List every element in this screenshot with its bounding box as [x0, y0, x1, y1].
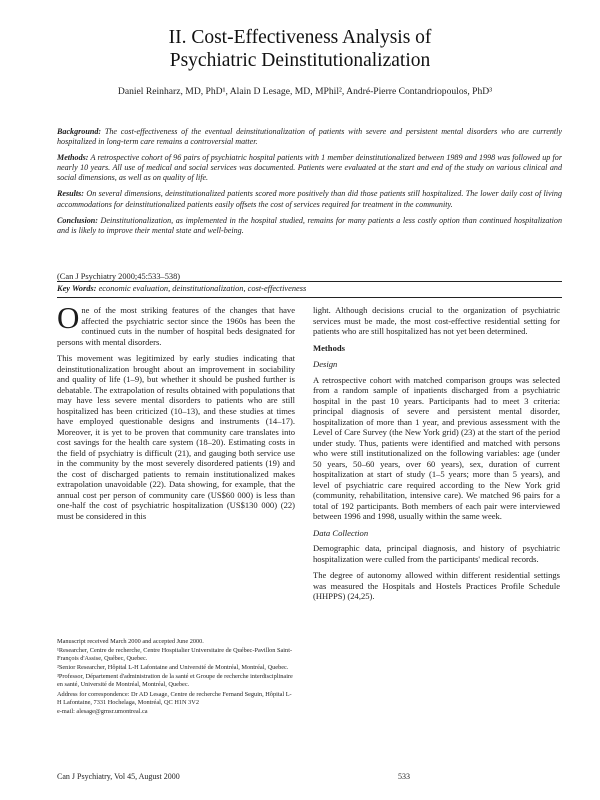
background-text: The cost-effectiveness of the eventual deinstitutionalization of patients with severe and persistent mental disorders who are currently hospitalized in long-term care remains a controversial matter. — [57, 127, 562, 147]
intro-paragraph — [57, 300, 295, 347]
right-column — [313, 305, 560, 608]
title-line-1: II. Cost-Effectiveness Analysis of — [168, 27, 432, 48]
author-line: Daniel Reinharz, MD, PhD¹, Alain D Lesage, MD, MPhil², André-Pierre Contandriopoulos, PhD³ — [117, 86, 493, 97]
citation: (Can J Psychiatry 2000;45:533–538) — [57, 272, 181, 281]
background-label: Background: — [57, 127, 102, 136]
title-line-2: Psychiatric Deinstitutionalization — [169, 50, 431, 71]
abstract-methods — [57, 153, 562, 183]
footnote: Address for correspondence: Dr AD Lesage, Centre de recherche Fernand Seguin, Hôpital L-H Lafontaine, 7331 Hochelaga, Montréal, QC H1N 3V2 — [57, 690, 292, 706]
divider-top — [57, 281, 562, 282]
continued-paragraph: light. Although decisions crucial to the organization of psychiatric services must be made, the most cost-effective residential setting for patients who are still hospitalized has not yet been determined. — [313, 305, 560, 336]
footnote: ³Professor, Département d'administration de la santé et Groupe de recherche interdisciplinaire en santé, Université de Montréal, Montréal, Quebec. — [57, 673, 293, 689]
keywords — [57, 284, 562, 293]
autonomy-paragraph: The degree of autonomy allowed within different residential settings was measured the Hospitals and Hostels Practices Profile Schedule (HHPPS) (24,25). — [313, 570, 560, 601]
body-paragraph-2: This movement was legitimized by early studies indicating that deinstitutionalization brought about an improvement in sociability and quality of life (1–9), but whether it should be pushed further is debatable. The extrapolation of results obtained with populations that may have less severe mental disorders to patients who are still hospitalized has been criticized (10–13), and these studies at times have employed questionable designs and instruments (14–17). Moreover, it is yet to be proven that community care translates into cost savings for the health care system (18–20). Estimating costs in the field of psychiatry is difficult (21), and gauging both service use in the community by the most severely disordered patients (19) and the cost of discharged patients to remain institutionalized makes extrapolation unavoidable (22). Data showing, for example, that the annual cost per person of community care (US$60 000) is less than one-half the cost of psychiatric hospitalization (US$130 000) (22) must be considered in this — [57, 353, 295, 521]
design-paragraph: A retrospective cohort with matched comparison groups was selected from a random sample of inpatients discharged from a psychiatric hospital in the past 10 years. Participants had to meet 3 criteria: principal diagnosis of severe and persistent mental disorder, hospitalization of more than 1 year, and previous assessment with the Level of Care Survey (the New York grid) (23) at the start of the period under study. Thus, patients were identified and matched with persons who were still institutionalized on the following variables: age (under 50 years, 50–60 years, over 60 years), sex, duration of current hospitalization at start of study (1–5 years; more than 5 years), and level of psychiatric care required according to the New York grid (community, rehabilitation, intensive care). We matched 96 pairs for a total of 192 participants. Both members of each pair were interviewed between 1996 and 1998, usually within the same week. — [313, 374, 560, 521]
methods-heading: Methods — [313, 342, 345, 353]
page-number: 533 — [398, 772, 410, 781]
results-text: On several dimensions, deinstitutionalized patients scored more positively than did those patients still hospitalized. The lower daily cost of living accommodations for deinstitutionalized patients easily offsets the cost of services required for treatment in the community. — [57, 189, 562, 209]
abstract-results — [57, 189, 562, 209]
results-label: Results: — [57, 189, 84, 199]
footnote: ¹Researcher, Centre de recherche, Centre Hospitalier Universitaire de Québec-Pavillon Saint-François d'Assise, Québec, Quebec. — [57, 647, 293, 663]
data-collection-paragraph: Demographic data, principal diagnosis, and history of psychiatric hospitalization were culled from the participants' medical records. — [313, 543, 560, 564]
drop-cap: O — [57, 300, 80, 335]
intro-text: ne of the most striking features of the changes that have affected the psychiatric sector since the 1960s has been the continued cuts in the number of hospital beds designated for persons with mental disorders. — [57, 305, 295, 347]
abstract — [57, 127, 562, 242]
keywords-text: economic evaluation, deinstitutionalization, cost-effectiveness — [98, 284, 307, 293]
footnote: ²Senior Researcher, Hôpital L-H Lafontaine and Université de Montréal, Montréal, Quebec. — [57, 664, 289, 672]
keywords-label: Key Words: — [57, 284, 97, 293]
design-heading: Design — [313, 359, 338, 369]
footnote: e-mail: alesage@grnsr.umontreal.ca — [57, 707, 148, 715]
abstract-background — [57, 127, 562, 147]
abstract-conclusion — [57, 216, 562, 236]
methods-text: A retrospective cohort of 96 pairs of psychiatric hospital patients with 1 member deinstitutionalized between 1989 and 1998 was followed up for nearly 10 years. All use of medical and social services was documented. Patients were evaluated at the start and end of the study on various clinical and social dimensions, as well as on quality of life. — [57, 153, 562, 183]
footnotes — [57, 638, 295, 717]
methods-label: Methods: — [57, 153, 89, 163]
article-title — [60, 26, 540, 72]
journal-footer: Can J Psychiatry, Vol 45, August 2000 — [57, 772, 180, 781]
left-column — [57, 300, 295, 527]
divider-bottom — [57, 297, 562, 298]
conclusion-text: Deinstitutionalization, as implemented in the hospital studied, remains for many patients a less costly option than continued hospitalization and is likely to improve their mental state and well-being. — [57, 215, 562, 235]
conclusion-label: Conclusion: — [57, 215, 98, 225]
footnote: Manuscript received March 2000 and accepted June 2000. — [57, 638, 204, 645]
data-collection-heading: Data Collection — [313, 527, 369, 538]
